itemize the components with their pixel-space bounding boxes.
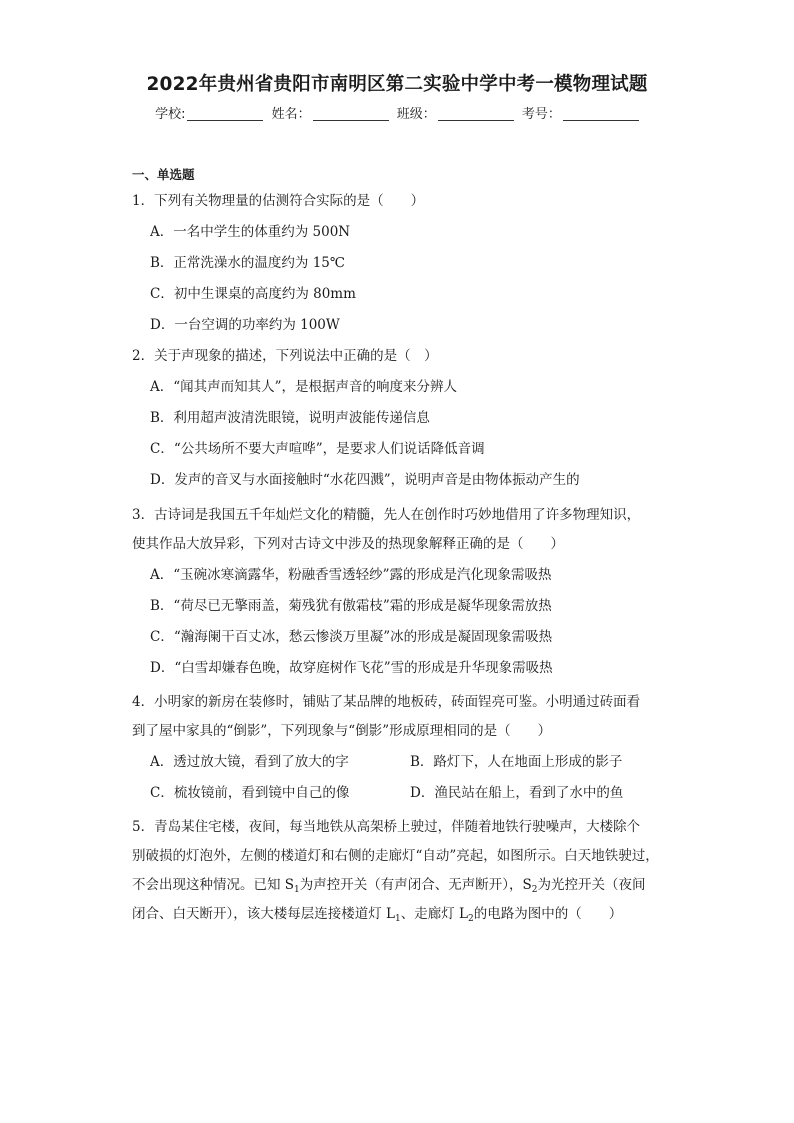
- name-blank[interactable]: [313, 106, 389, 121]
- question-3-option-c: C．“瀚海阑干百丈冰，愁云惨淡万里凝”冰的形成是凝固现象需吸热: [150, 629, 553, 645]
- student-info-row: [0, 103, 794, 122]
- question-1-option-a: A．一名中学生的体重约为 500N: [150, 224, 351, 240]
- question-4-option-c: C．梳妆镜前，看到镜中自己的像: [150, 785, 350, 801]
- exam-title: 2022年贵州省贵阳市南明区第二实验中学中考一模物理试题: [146, 74, 648, 95]
- section-heading: 一、单选题: [132, 167, 195, 182]
- question-2-option-a: A．“闻其声而知其人”，是根据声音的响度来分辨人: [150, 379, 458, 395]
- school-field: 学校:: [155, 103, 263, 122]
- question-2-option-c: C．“公共场所不要大声喧哗”，是要求人们说话降低音调: [150, 441, 485, 457]
- question-1-stem: 1．下列有关物理量的估测符合实际的是（ ）: [132, 193, 425, 209]
- question-1-option-b: B．正常洗澡水的温度约为 15℃: [150, 255, 345, 271]
- question-1-option-c: C．初中生课桌的高度约为 80mm: [150, 286, 356, 302]
- question-4-stem-line-2: 到了屋中家具的“倒影”，下列现象与“倒影”形成原理相同的是（ ）: [132, 723, 552, 739]
- school-blank[interactable]: [187, 106, 263, 121]
- class-blank[interactable]: [438, 106, 514, 121]
- class-field: 班级：: [397, 103, 514, 122]
- question-2-option-d: D．发声的音叉与水面接触时“水花四溅”，说明声音是由物体振动产生的: [150, 472, 580, 488]
- question-4-option-a: A．透过放大镜，看到了放大的字: [150, 754, 349, 770]
- question-4-option-b: B．路灯下，人在地面上形成的影子: [410, 754, 623, 770]
- question-5-stem-line-4: 闭合、白天断开），该大楼每层连接楼道灯 $L_1$、走廊灯 $L_2$的电路为图中的（ ）: [132, 906, 623, 924]
- question-2-option-b: B．利用超声波清洗眼镜，说明声波能传递信息: [150, 410, 430, 426]
- question-5-stem-line-3: 不会出现这种情况。已知 $S_1$为声控开关（有声闭合、无声断开），$S_2$为光控开关（夜间: [132, 877, 646, 895]
- question-1-option-d: D．一台空调的功率约为 100W: [150, 317, 340, 333]
- question-5-stem-line-1: 5．青岛某住宅楼，夜间，每当地铁从高架桥上驶过，伴随着地铁行驶噪声，大楼除个: [132, 819, 641, 835]
- name-field: 姓名：: [272, 103, 389, 122]
- question-2-stem: 2．关于声现象的描述，下列说法中正确的是（ ）: [132, 348, 438, 364]
- question-4-stem-line-1: 4．小明家的新房在装修时，铺贴了某品牌的地板砖，砖面锃亮可鉴。小明通过砖面看: [132, 694, 641, 710]
- question-3-stem-line-2: 使其作品大放异彩，下列对古诗文中涉及的热现象解释正确的是（ ）: [132, 536, 564, 552]
- exam-number-field: 考号：: [522, 103, 639, 122]
- question-3-option-b: B．“荷尽已无擎雨盖，菊残犹有傲霜枝”霜的形成是凝华现象需放热: [150, 598, 552, 614]
- exam-number-blank[interactable]: [563, 106, 639, 121]
- question-3-stem-line-1: 3．古诗词是我国五千年灿烂文化的精髓，先人在创作时巧妙地借用了许多物理知识，: [132, 507, 641, 523]
- question-5-stem-line-2: 别破损的灯泡外，左侧的楼道灯和右侧的走廊灯“自动”亮起，如图所示。白天地铁驶过，: [132, 848, 659, 864]
- question-3-option-a: A．“玉碗冰寒滴露华，粉融香雪透轻纱”露的形成是汽化现象需吸热: [150, 567, 552, 583]
- question-4-option-d: D．渔民站在船上，看到了水中的鱼: [410, 785, 624, 801]
- question-3-option-d: D．“白雪却嫌春色晚，故穿庭树作飞花”雪的形成是升华现象需吸热: [150, 660, 553, 676]
